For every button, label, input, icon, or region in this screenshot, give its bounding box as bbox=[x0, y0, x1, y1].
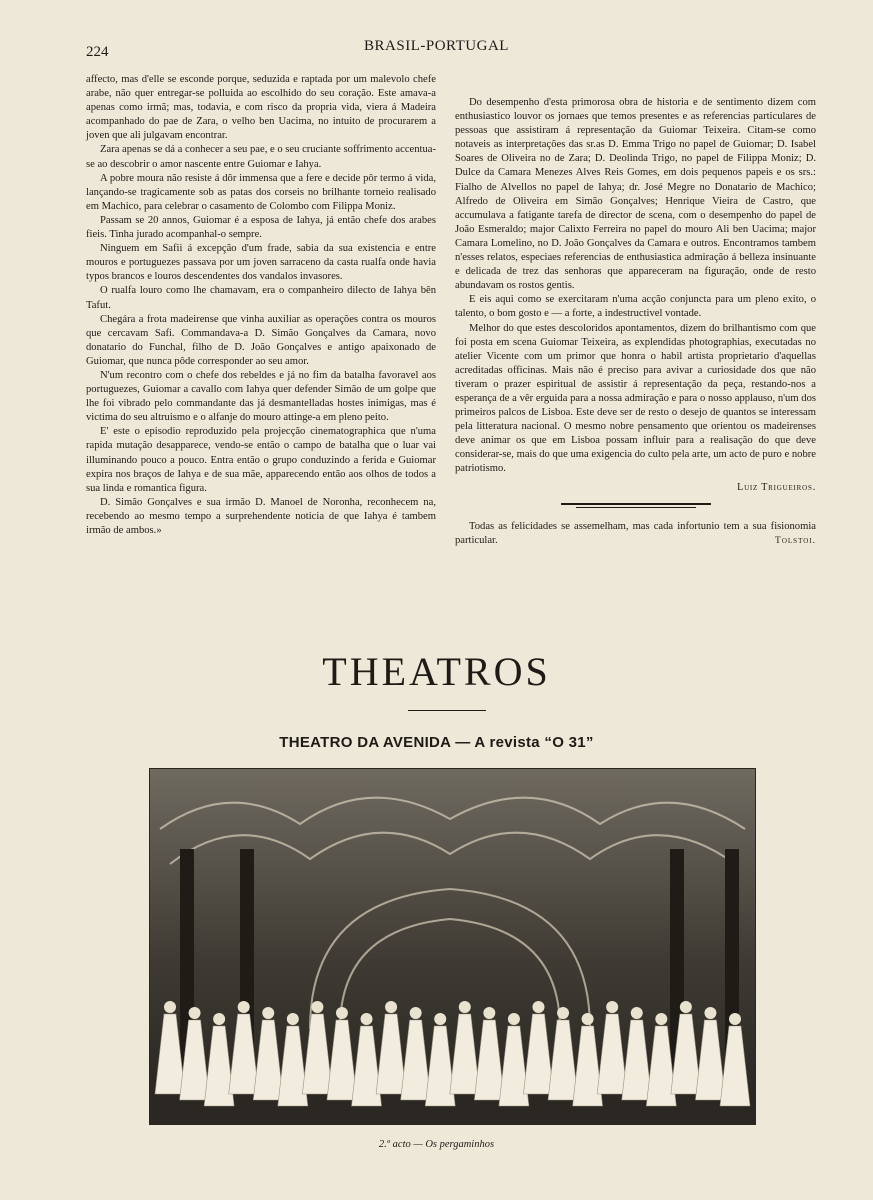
paragraph: Chegára a frota madeirense que vinha auxiliar as operações contra os mouros que cercavam Safi. Commandava-a D. Simão Gonçalves da Camara, novo donatario do Funchal, filho de D. João Gonçalves e antigo apaixonado de Guiomar, que nunca pôde corresponder ao seu amor. bbox=[86, 313, 436, 367]
author-signature: Luiz Trigueiros. bbox=[737, 481, 816, 493]
epigraph-text: Todas as felicidades se assemelham, mas cada infortunio tem a sua fisionomia particular. bbox=[455, 520, 816, 546]
stage-photograph bbox=[149, 768, 756, 1125]
paragraph: Melhor do que estes descoloridos apontamentos, dizem do brilhantismo com que foi posta em scena Guiomar Teixeira, as explendidas photographias, executadas no atelier Vicente com um primor que honra o habil artista proprietario d'aquellas acreditadas officinas. Mais não é preciso para avivar a curiosidade dos que não tiveram o prazer espiritual de assistir á representação da peça, restando-nos a esperança de a vêr erguida para a nossa admiração e para o nosso applauso, n'um dos primeiros palcos de Lisboa. Este deve ser de resto o desejo de quantos se interessam pela litteratura nacional. O mesmo nobre pensamento que orientou os madeirenses deve animar os que em Lisboa possam influir para a realisação do que deve considerar-se, mais do que uma exigencia do culto pela arte, um acto de puro e nobre patriotismo. bbox=[455, 322, 816, 475]
paragraph: Zara apenas se dá a conhecer a seu pae, e o seu cruciante soffrimento accentua-se ao descobrir o amor nascente entre Guiomar e Iahya. bbox=[86, 144, 436, 170]
divider bbox=[561, 503, 711, 505]
epigraph bbox=[455, 520, 816, 548]
divider bbox=[576, 507, 696, 508]
left-column bbox=[86, 73, 436, 538]
stage-scene-illustration bbox=[150, 769, 755, 1124]
paragraph: A pobre moura não resiste á dôr immensa que a fere e decide pôr termo á vida, lançando-se tragicamente sob as patas dos corseis no brilhante torneio realisado em Machico, para celebrar o casamento de Colombo com Filippa Moniz. bbox=[86, 172, 436, 212]
section-title: THEATROS bbox=[322, 649, 551, 694]
paragraph: N'um recontro com o chefe dos rebeldes e já no fim da batalha favoravel aos portuguezes, Guiomar a cavallo com Iahya quer defender Simão de um golpe que lhe foi vibrado pelo commandante das já desmantelladas hostes inimigas, mas é victima do seu altruismo e o alfanje do mouro attinge-a em pleno peito. bbox=[86, 369, 436, 424]
paragraph: E' este o episodio reproduzido pela projecção cinematographica que n'uma rapida mutação desapparece, vendo-se então o campo de batalha que o luar vai illuminando pouco a pouco. Entra então o grupo conduzindo a ferida e Guiomar expira nos braços de Iahya e de sua mãe, apparecendo então aos olhos de todos a sua linda e romantica figura. bbox=[86, 426, 436, 494]
photo-caption: 2.º acto — Os pergaminhos bbox=[378, 1139, 495, 1150]
paragraph: O rualfa louro como lhe chamavam, era o companheiro dilecto de Iahya bên Tafut. bbox=[86, 285, 436, 311]
paragraph: D. Simão Gonçalves e sua irmão D. Manoel de Noronha, reconhecem na, recebendo ao mesmo tempo a surprehendente noticia de que Iahya é tambem irmão de ambos.» bbox=[86, 496, 436, 536]
running-title: BRASIL-PORTUGAL bbox=[364, 38, 509, 54]
paragraph: Do desempenho d'esta primorosa obra de historia e de sentimento dizem com enthusiastico louvor os jornaes que temos presentes e as referencias particulares de pessoas que assistiram á representação da Guiomar Teixeira. Citam-se como notaveis as interpretações das sr.as D. Emma Trigo no papel de Guiomar; D. Isabel Soares de Oliveira no de Zara; D. Deolinda Trigo, no papel de Filippa Moniz; D. Dulce da Camara Menezes Alves Reis Gomes, em dois pequenos papeis e os srs.: Fialho de Alvellos no papel de Iahya; dr. José Megre no Donatario de Machico; Alfredo de Oliveira em Simão Gonçalves; Henrique Vieira de Castro, que accumulava a fatigante tarefa de director de scena, com o desempenho do papel de João Esmeraldo; major Calixto Ferreira no papel do mouro Ali ben Uacima; major Camara Lomelino, no D. João Gonçalves da Camara e outros. Encontramos tambem n'esses relatos, especiaes referencias de enthusiastica admiração á belleza insinuante e delicada de trez das senhoras que appareceram na figuração, onde de resto abundavam os rostos gentis. bbox=[455, 97, 816, 292]
paragraph: Passam se 20 annos, Guiomar é a esposa de Iahya, já então chefe dos arabes fieis. Tinha jurado acompanhal-o sempre. bbox=[86, 214, 436, 241]
paragraph: affecto, mas d'elle se esconde porque, seduzida e raptada por um malevolo chefe arabe, não quer entregar-se polluida ao escolhido do seu coração. Este amava-a apenas como irmã; mas, todavia, e com risco da propria vida, viera á Madeira acompanhado do pae de Zara, o velho ben Uacima, no intuito de procurarem a joven que ali julgavam encontrar. bbox=[86, 74, 436, 142]
right-column bbox=[455, 96, 816, 548]
page-number: 224 bbox=[86, 44, 109, 60]
article-title: THEATRO DA AVENIDA — A revista “O 31” bbox=[279, 734, 594, 751]
paragraph: Ninguem em Safii á excepção d'um frade, sabia da sua existencia e entre mouros e portuguezes passava por um joven sarraceno da casta rualfa onde havia typos brancos e louros descendentes dos vandalos invasores. bbox=[86, 243, 436, 283]
section-divider bbox=[408, 710, 486, 711]
paragraph: E eis aqui como se exercitaram n'uma acção conjuncta para um pleno exito, o talento, o bom gosto e — a forte, a indestructivel vontade. bbox=[455, 294, 816, 320]
epigraph-author: Tolstoi. bbox=[775, 535, 816, 546]
